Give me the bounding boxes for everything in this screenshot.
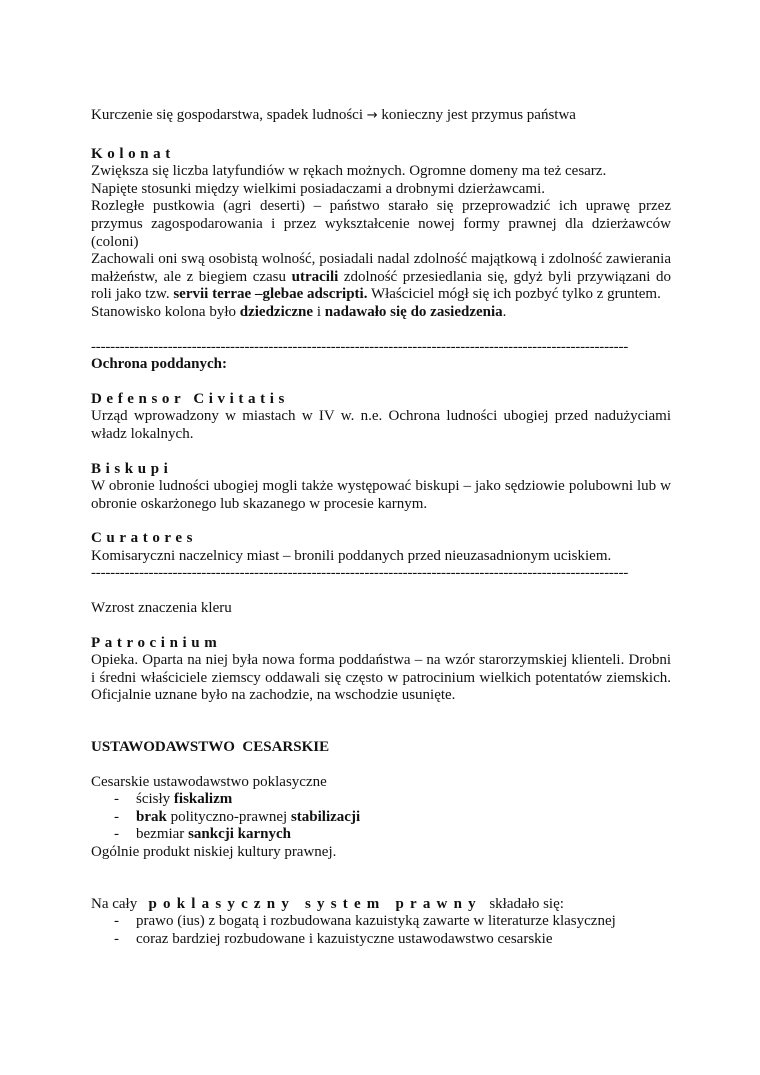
biskupi-heading: Biskupi [91, 460, 173, 477]
intro-line [91, 107, 671, 125]
list-item-bold: stabilizacji [290, 808, 361, 825]
system-intro-line [91, 896, 671, 914]
ochrona-heading [91, 356, 671, 374]
list-item-bold: fiskalizm [173, 791, 233, 808]
document-body [91, 107, 671, 948]
intro-text-after: konieczny jest przymus państwa [381, 107, 576, 123]
section-divider-1: ---------------------------------------------------------------------------------------------------------------- [91, 338, 629, 355]
list-item: - coraz bardziej rozbudowane i kazuistyczne ustawodawstwo cesarskie [114, 931, 671, 949]
list-item-text: ścisły [136, 791, 174, 808]
kolonat-paragraph-3: Rozległe pustkowia (agri deserti) – państwo starało się przeprowadzić ich uprawę przez przymus zagospodarowania i przez wykształcenie nowej formy prawnej dla dzierżawców (coloni) [91, 198, 671, 250]
kolonat-p5-text-a: Stanowisko kolona było [91, 303, 236, 320]
ustawodawstwo-heading [91, 739, 671, 757]
kolonat-paragraph-4 [91, 251, 671, 304]
kolonat-p5-bold-zasiedzenia: nadawało się do zasiedzenia [324, 303, 503, 320]
system-term: poklasyczny system prawny [148, 895, 482, 912]
patrocinium-text: Opieka. Oparta na niej była nowa forma poddaństwa – na wzór starorzymskiej klienteli. Drobni i średni właściciele ziemscy oddawali się często w patrocinium wielkich potentatów ziemskich. Oficjalnie uznane było na zachodzie, na wschodzie usunięte. [91, 652, 671, 704]
kolonat-line-1: Zwiększa się liczba latyfundiów w rękach możnych. Ogromne domeny ma też cesarz. [91, 163, 607, 180]
kolonat-p5-period: . [502, 303, 507, 320]
kler-line: Wzrost znaczenia kleru [91, 600, 232, 617]
kolonat-p5-text-c: i [316, 303, 321, 320]
ustawodawstwo-summary: Ogólnie produkt niskiej kultury prawnej. [91, 844, 337, 860]
list-item [114, 809, 671, 827]
list-item [114, 791, 671, 809]
patrocinium-heading: Patrocinium [91, 634, 222, 651]
kolonat-p4-text-a: Zachowali oni swą osobistą wolność, posiadali nadal zdolność majątkową i zdolność zawierania małżeństw, ale z biegiem czasu [91, 251, 671, 285]
list-item-text: bezmiar [136, 826, 189, 843]
kolonat-p4-text-e: Właściciel mógł się ich pozbyć tylko z gruntem. [370, 286, 661, 303]
kolonat-paragraph-5 [91, 304, 671, 322]
system-suffix: składało się: [489, 895, 564, 912]
list-item-bold: sankcji karnych [188, 826, 291, 843]
list-item-bold: brak [136, 808, 167, 825]
ustawodawstwo-heading-text: USTAWODAWSTWO CESARSKIE [91, 739, 330, 756]
system-prefix: Na cały [91, 895, 138, 912]
kolonat-p4-bold-utracili: utracili [291, 268, 339, 285]
ochrona-heading-text: Ochrona poddanych: [91, 356, 228, 373]
list-item: - prawo (ius) z bogatą i rozbudowana kazuistyką zawarte w literaturze klasycznej [114, 913, 671, 931]
intro-text-before: Kurczenie się gospodarstwa, spadek ludności [91, 107, 364, 123]
arrow-right-icon: → [366, 108, 378, 123]
ustawodawstwo-list [91, 791, 671, 844]
kolonat-p5-bold-dziedziczne: dziedziczne [239, 303, 314, 320]
section-divider-2: ---------------------------------------------------------------------------------------------------------------- [91, 565, 629, 582]
kolonat-p4-text-c: zdolność przesiedlania się, gdyż byli przywiązani do roli jako tzw. [91, 268, 672, 303]
kolonat-heading: Kolonat [91, 145, 175, 162]
system-list [91, 913, 671, 948]
biskupi-text: W obronie ludności ubogiej mogli także występować biskupi – jako sędziowie polubowni lub w obronie oskarżonego lub skazanego w procesie karnym. [91, 478, 671, 512]
defensor-heading: Defensor Civitatis [91, 390, 289, 407]
kolonat-line-2: Napięte stosunki między wielkimi posiadaczami a drobnymi dzierżawcami. [91, 180, 546, 197]
curatores-heading: Curatores [91, 530, 198, 547]
ustawodawstwo-intro: Cesarskie ustawodawstwo poklasyczne [91, 773, 327, 790]
list-item-text: polityczno-prawnej [166, 808, 291, 825]
list-item [114, 826, 671, 844]
kolonat-p4-bold-servii: servii terrae –glebae adscripti. [173, 286, 368, 303]
curatores-text: Komisaryczni naczelnicy miast – bronili poddanych przed nieuzasadnionym uciskiem. [91, 547, 612, 564]
defensor-text: Urząd wprowadzony w miastach w IV w. n.e. Ochrona ludności ubogiej przed nadużyciami władz lokalnych. [91, 408, 671, 442]
